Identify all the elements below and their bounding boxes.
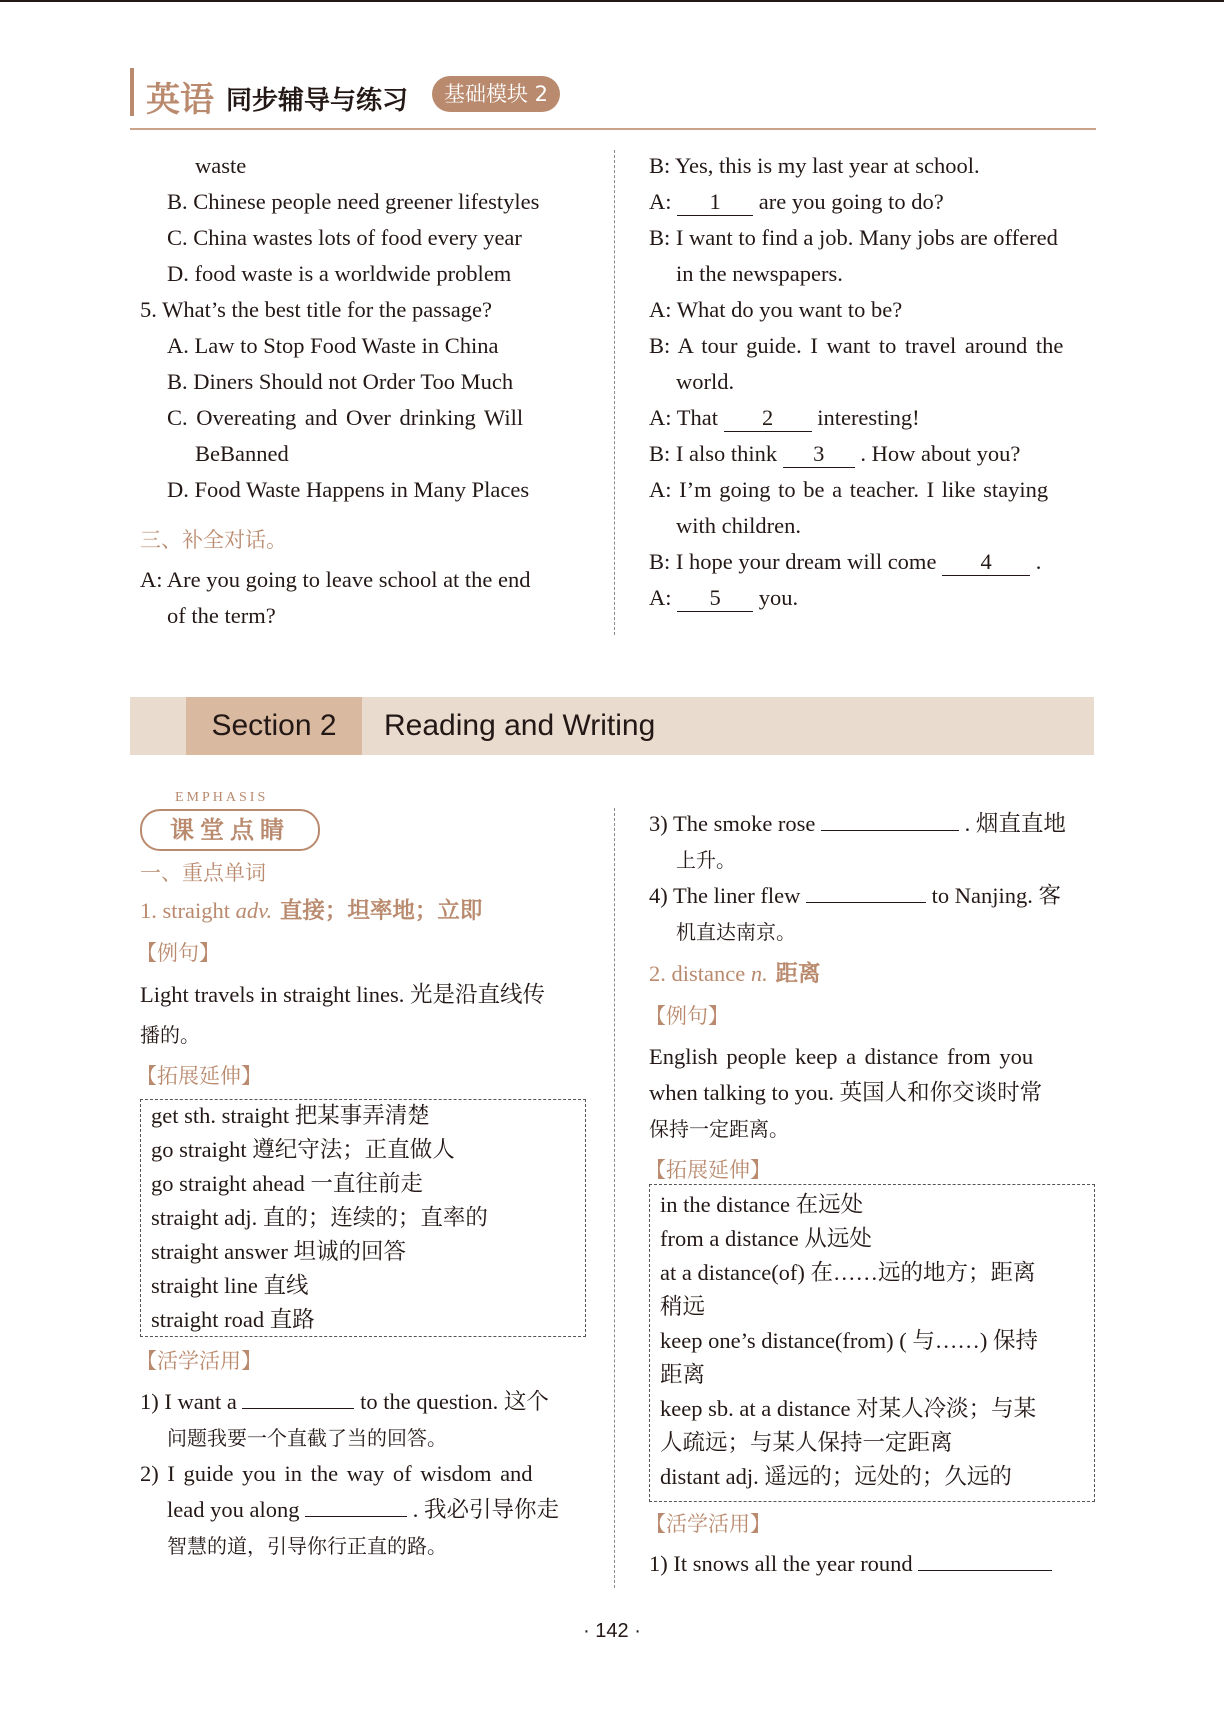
header-subject: 英语 [146,80,214,120]
practice-1 [140,1384,549,1420]
extension-item: keep sb. at a distance 对某人冷淡；与某 [660,1396,1037,1421]
dialogue-b-2-cont: in the newspapers. [676,261,843,286]
practice-3-after: . 烟直直地 [959,811,1066,836]
dialogue-line-1-cont: of the term? [167,603,276,628]
practice-4-blank[interactable] [806,902,926,903]
extension-item: get sth. straight 把某事弄清楚 [151,1103,430,1128]
header-badge: 基础模块 2 [432,76,560,112]
practice-1-before: 1) I want a [140,1389,243,1414]
bottom-column-divider [614,808,615,1588]
extension-item: at a distance(of) 在……远的地方；距离 [660,1260,1036,1285]
extension-label: 【拓展延伸】 [136,1064,262,1088]
dialogue-b-1: B: Yes, this is my last year at school. [649,153,980,178]
speaker-a: A: [649,189,678,214]
q5-option-c: C. Overeating and Over drinking Will [167,405,524,430]
option-c: C. China wastes lots of food every year [167,225,522,250]
top-right-column [649,148,1099,638]
dialogue-b-2: B: I want to find a job. Many jobs are offered [649,225,1058,250]
part-3-heading: 三、补全对话。 [140,528,287,552]
example-sentence: Light travels in straight lines. 光是沿直线传 [140,982,545,1007]
dialogue-a-blank-5 [649,580,798,616]
word-2-pos: n. [750,961,768,986]
extension-item: go straight 遵纪守法；正直做人 [151,1137,455,1162]
section-name: Reading and Writing [384,709,656,742]
blank-2: 2 [724,405,812,432]
practice-2-cont [167,1492,559,1528]
word-2-meaning: 距离 [767,961,821,987]
example-2-cont: when talking to you. 英国人和你交谈时常 [649,1080,1043,1105]
practice-1-after: to the question. 这个 [354,1389,549,1414]
blank-3-before: B: I also think [649,441,783,466]
practice-2-after: . 我必引导你走 [407,1497,559,1522]
practice-3-before: 3) The smoke rose [649,811,822,836]
practice-4 [649,878,1061,914]
q5-option-a: A. Law to Stop Food Waste in China [167,333,499,358]
extension-item: straight answer 坦诚的回答 [151,1239,406,1264]
dialogue-b-blank-4 [649,544,1041,580]
extension-item: from a distance 从远处 [660,1226,872,1251]
top-column-divider [614,150,615,635]
practice-label-2: 【活学活用】 [645,1512,771,1536]
option-b: B. Chinese people need greener lifestyles [167,189,540,214]
section-banner [130,697,1094,755]
dialogue-b-3-cont: world. [676,369,735,394]
blank-3: 3 [783,441,855,468]
section-number: Section 2 [186,697,362,755]
dialogue-a-blank-1 [649,184,944,220]
example-sentence-cont: 播的。 [140,1023,200,1047]
option-text: waste [195,153,247,178]
bottom-right-column [645,806,1099,1586]
dialogue-a-3-cont: with children. [676,513,801,538]
blank-5: 5 [677,585,753,612]
emphasis-label: EMPHASIS [175,790,269,805]
example-label-2: 【例句】 [645,1004,729,1028]
extension-item: 稍远 [660,1294,706,1319]
example-2-sentence: English people keep a distance from you [649,1044,1034,1069]
speaker-a-5: A: [649,585,678,610]
blank-4-after: . [1030,549,1042,574]
distance-practice-1-blank[interactable] [918,1570,1052,1571]
word-2: 2. distance [649,961,751,986]
example-label: 【例句】 [136,941,220,965]
page-number: · 142 · [583,1620,641,1642]
extension-item: go straight ahead 一直往前走 [151,1171,423,1196]
practice-label: 【活学活用】 [136,1349,262,1373]
word-2-entry [649,956,821,992]
blank-1-after: are you going to do? [753,189,944,214]
practice-2: 2) I guide you in the way of wisdom and [140,1461,533,1486]
dialogue-a-blank-2 [649,400,920,436]
top-left-column [140,148,590,638]
dialogue-b-blank-3 [649,436,1020,472]
practice-4-after: to Nanjing. 客 [926,883,1062,908]
practice-3-blank[interactable] [821,830,959,831]
practice-4-before: 4) The liner flew [649,883,807,908]
emphasis-pill: 课堂点睛 [140,809,320,851]
extension-item: 距离 [660,1362,706,1387]
blank-4: 4 [942,549,1030,576]
practice-3 [649,806,1066,842]
blank-2-before: A: That [649,405,724,430]
blank-3-after: . How about you? [854,441,1021,466]
header-title: 同步辅导与练习 [226,86,409,116]
top-border-line [0,0,1224,2]
question-5: 5. What’s the best title for the passage? [140,297,492,322]
option-d: D. food waste is a worldwide problem [167,261,512,286]
blank-4-before: B: I hope your dream will come [649,549,943,574]
practice-4-cont: 机直达南京。 [676,920,796,944]
practice-3-cont: 上升。 [676,848,736,872]
practice-2-cont-2: 智慧的道，引导你行正直的路。 [167,1534,447,1558]
distance-practice-1-before: 1) It snows all the year round [649,1551,919,1576]
practice-2-blank[interactable] [305,1516,407,1517]
extension-box [140,1099,586,1337]
word-1: 1. straight [140,898,236,923]
blank-5-after: you. [753,585,799,610]
extension-label-2: 【拓展延伸】 [645,1158,771,1182]
q5-option-c-cont: BeBanned [195,441,289,466]
distance-practice-1 [649,1546,1052,1582]
extension-item: distant adj. 遥远的；远处的；久远的 [660,1464,1012,1489]
example-2-cont-2: 保持一定距离。 [649,1117,789,1141]
extension-item: straight adj. 直的；连续的；直率的 [151,1205,488,1230]
q5-option-d: D. Food Waste Happens in Many Places [167,477,530,502]
practice-2-before: lead you along [167,1497,306,1522]
blank-1: 1 [677,189,753,216]
word-1-entry [140,893,482,929]
word-1-meaning: 直接；坦率地；立即 [272,898,483,924]
extension-box-2 [649,1184,1095,1502]
blank-2-after: interesting! [811,405,920,430]
q5-option-b: B. Diners Should not Order Too Much [167,369,514,394]
dialogue-a-3: A: I’m going to be a teacher. I like staying [649,477,1049,502]
extension-item: straight line 直线 [151,1273,309,1298]
key-words-heading: 一、重点单词 [140,861,266,885]
extension-item: keep one’s distance(from) ( 与……) 保持 [660,1328,1039,1353]
extension-item: in the distance 在远处 [660,1192,864,1217]
word-1-pos: adv. [235,898,273,923]
dialogue-a-2: A: What do you want to be? [649,297,903,322]
dialogue-line-1: A: Are you going to leave school at the end [140,567,531,592]
extension-item: straight road 直路 [151,1307,315,1332]
practice-1-blank[interactable] [242,1408,354,1409]
dialogue-b-3: B: A tour guide. I want to travel around the [649,333,1064,358]
header-accent-bar [130,68,134,116]
extension-item: 人疏远；与某人保持一定距离 [660,1430,953,1455]
bottom-left-column [136,855,590,1558]
header-rule [130,128,1096,130]
practice-1-cont: 问题我要一个直截了当的回答。 [167,1426,447,1450]
page-header [130,68,1096,118]
